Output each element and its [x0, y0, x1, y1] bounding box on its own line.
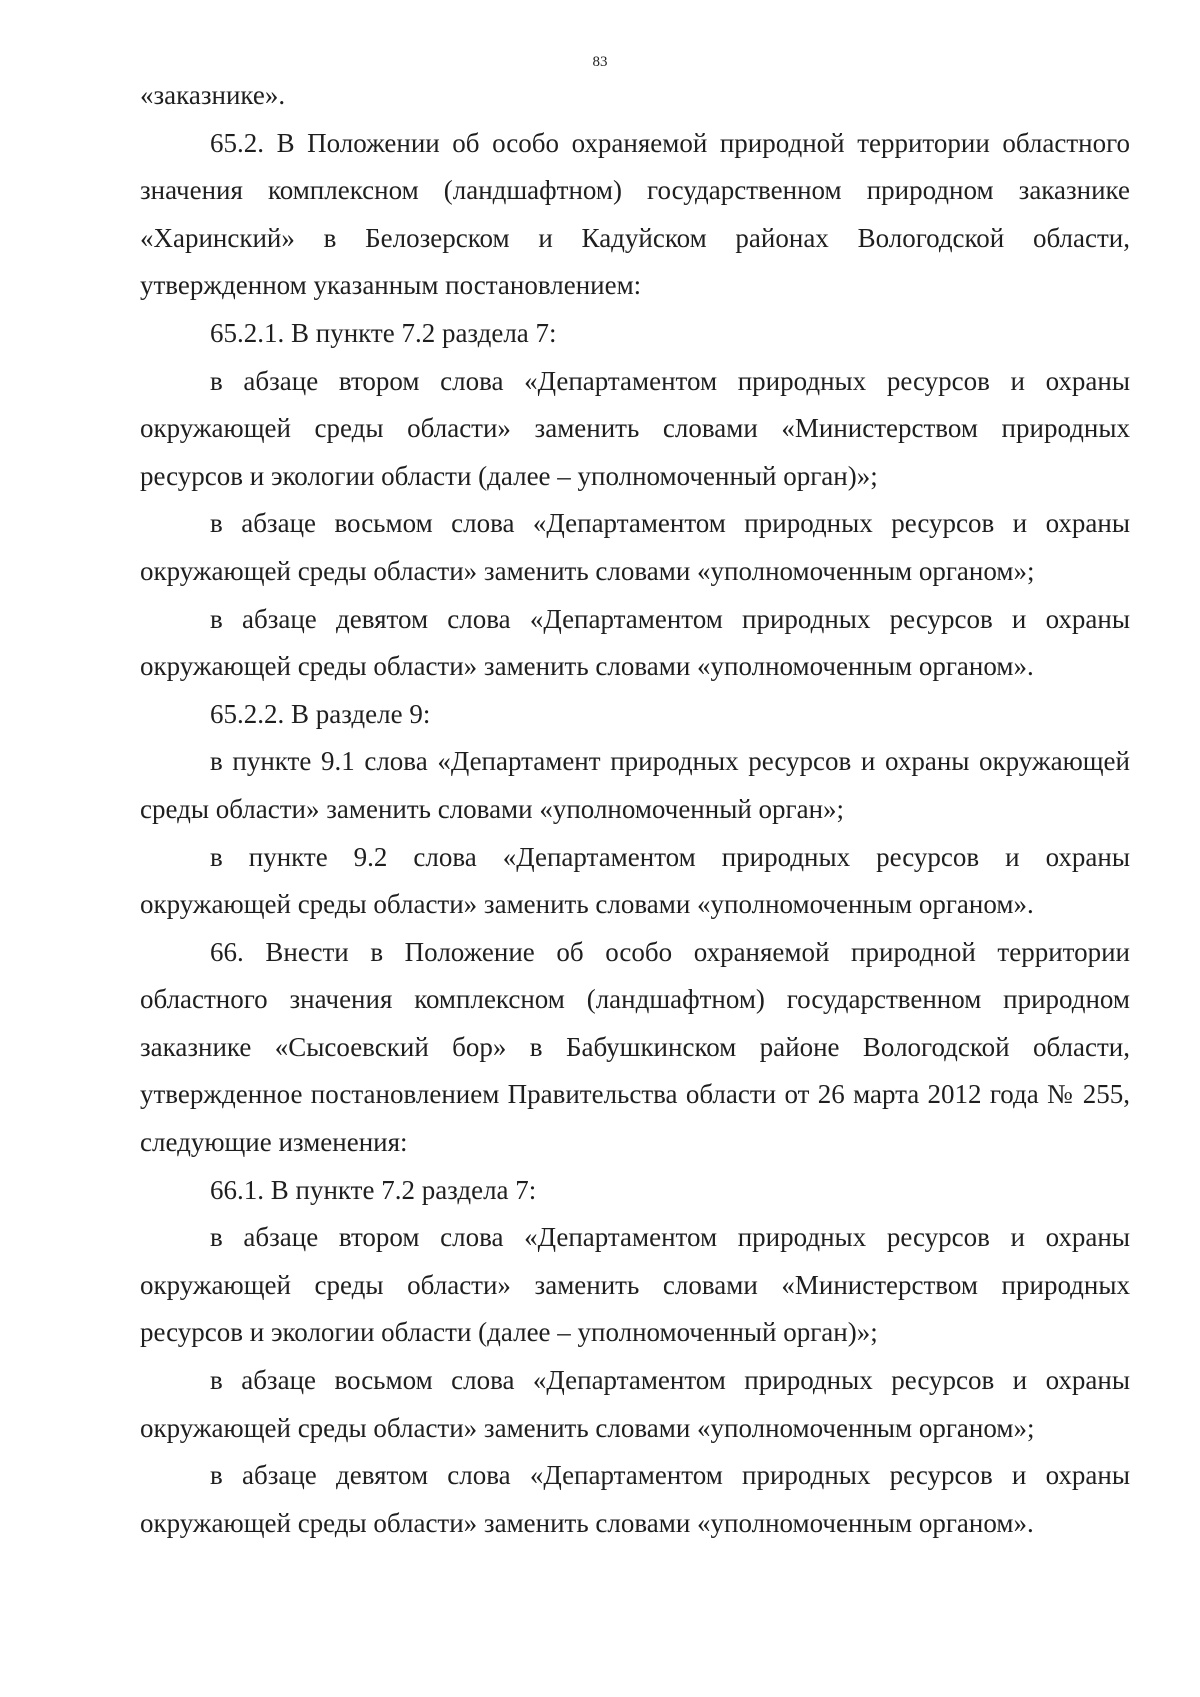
paragraph: в пункте 9.1 слова «Департамент природных ресурсов и охраны окружающей среды области» заменить словами «уполномоченный орган»;	[140, 746, 1130, 824]
paragraph: в пункте 9.2 слова «Департаментом природных ресурсов и охраны окружающей среды области» заменить словами «уполномоченным органом».	[140, 841, 1130, 920]
paragraph: 66. Внести в Положение об особо охраняемой природной территории областного значения комплексном (ландшафтном) государственном природном заказнике «Сысоевский бор» в Бабушкинском районе Вологодской области, утвержденное постановлением Правительства области от 26 марта 2012 года № 255, следующие изменения:	[140, 936, 1130, 1158]
page-number: 83	[592, 54, 608, 70]
paragraph: 65.2.1. В пункте 7.2 раздела 7:	[210, 317, 557, 348]
paragraph: в абзаце девятом слова «Департаментом природных ресурсов и охраны окружающей среды области» заменить словами «уполномоченным органом».	[140, 603, 1130, 682]
paragraph: «заказнике».	[140, 80, 286, 110]
paragraph: в абзаце втором слова «Департаментом природных ресурсов и охраны окружающей среды области» заменить словами «Министерством природных ресурсов и экологии области (далее – уполномоченный орган)»;	[140, 1222, 1130, 1348]
paragraph: 65.2. В Положении об особо охраняемой природной территории областного значения комплексном (ландшафтном) государственном природном заказнике «Харинский» в Белозерском и Кадуйском районах Вологодской области, утвержденном указанным постановлением:	[140, 127, 1130, 301]
paragraph: в абзаце восьмом слова «Департаментом природных ресурсов и охраны окружающей среды области» заменить словами «уполномоченным органом»;	[140, 1365, 1130, 1443]
paragraph: в абзаце девятом слова «Департаментом природных ресурсов и охраны окружающей среды области» заменить словами «уполномоченным органом».	[140, 1460, 1130, 1538]
document-body	[140, 72, 1130, 1547]
paragraph: в абзаце восьмом слова «Департаментом природных ресурсов и охраны окружающей среды области» заменить словами «уполномоченным органом»;	[140, 508, 1130, 586]
paragraph: 65.2.2. В разделе 9:	[210, 698, 431, 729]
paragraph: в абзаце втором слова «Департаментом природных ресурсов и охраны окружающей среды области» заменить словами «Министерством природных ресурсов и экологии области (далее – уполномоченный орган)»;	[140, 365, 1130, 491]
paragraph: 66.1. В пункте 7.2 раздела 7:	[210, 1174, 537, 1205]
